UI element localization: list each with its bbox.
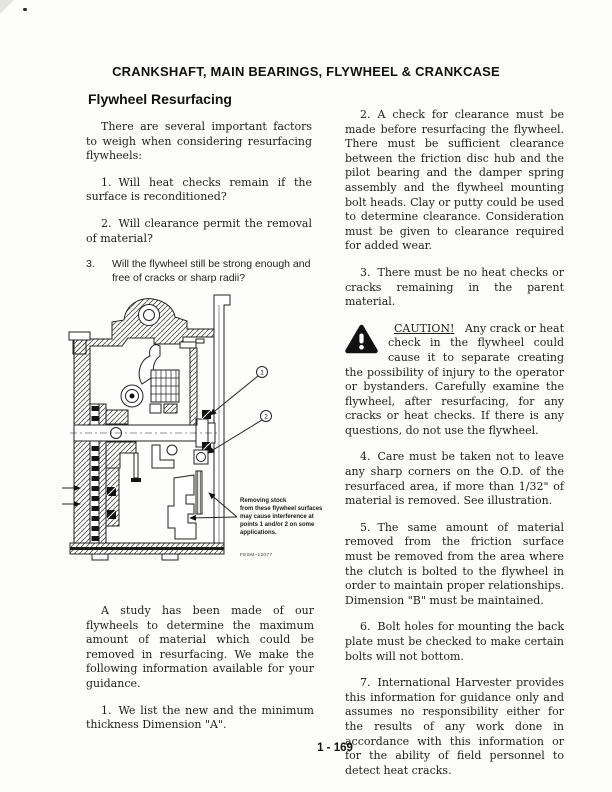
filler-plug xyxy=(69,332,90,340)
list-item xyxy=(86,217,312,246)
scan-artifact-dot xyxy=(23,8,27,11)
left-column-bottom xyxy=(86,604,314,745)
item-number: 1. xyxy=(101,703,112,717)
svg-text:points 1 and/or 2 on some: points 1 and/or 2 on some xyxy=(240,522,315,528)
item-text: International Harvester provides this information for guidance only and assumes no responsibility either for the results of any work done in accordance with this information or for the ability of field personnel to detect heat cracks. xyxy=(345,676,564,777)
list-item xyxy=(345,108,564,254)
right-column xyxy=(345,108,564,790)
item-number: 3. xyxy=(360,265,371,279)
clutch-assembly xyxy=(121,339,204,482)
page-number: 1 - 169 xyxy=(317,742,353,754)
item-text: Will heat checks remain if the surface is reconditioned? xyxy=(86,175,312,204)
list-item xyxy=(86,176,312,205)
item-text: A check for clearance must be made before resurfacing the flywheel. There must be sufficient clearance between the friction disc hub and the pilot bearing and the damper spring assembly and the flywheel mounting bolt heads. Clay or putty could be used to determine clearance. Consideration must be given to clearance required for added wear. xyxy=(345,108,564,253)
item-number: 1. xyxy=(101,175,112,189)
item-text: Will clearance permit the removal of material? xyxy=(86,216,312,245)
list-item xyxy=(345,676,564,778)
caution-triangle-icon xyxy=(345,324,378,354)
section-title: Flywheel Resurfacing xyxy=(88,91,232,107)
figure-code: FESM–12077 xyxy=(240,553,273,558)
caption-arrow xyxy=(190,517,237,518)
item-number: 7. xyxy=(360,676,371,690)
item-text: Will the flywheel still be strong enough and free of cracks or sharp radii? xyxy=(112,258,311,284)
page-header: CRANKSHAFT, MAIN BEARINGS, FLYWHEEL & CRANKCASE xyxy=(112,64,500,79)
cross-section-drawing xyxy=(56,292,331,580)
svg-text:may cause interference at: may cause interference at xyxy=(240,514,314,520)
svg-text:applications.: applications. xyxy=(240,530,277,536)
scan-artifact-corner xyxy=(0,0,14,14)
list-item xyxy=(345,266,564,310)
item-number: 2. xyxy=(360,108,371,121)
callout-2-label: 2 xyxy=(264,413,268,421)
item-number: 6. xyxy=(360,620,371,634)
caution-label: CAUTION! xyxy=(394,321,455,335)
item-text: Care must be taken not to leave any sharp corners on the O.D. of the resurfaced area, if more than 1/32" of material is removed. See illustration. xyxy=(345,450,564,508)
caution-text: Any crack or heat check in the flywheel could cause it to separate creating the possibility of injury to the operator or bystanders. Carefully examine the flywheel, after resurfacing, for any cracks or heat checks. If there is any questions, do not use the flywheel. xyxy=(345,321,564,437)
item-text: There must be no heat checks or cracks remaining in the parent material. xyxy=(345,265,564,309)
item-number: 4. xyxy=(360,450,371,464)
list-item xyxy=(345,450,564,508)
intro-paragraph: There are several important factors to weigh when considering resurfacing flywheels: xyxy=(86,120,312,163)
item-number: 3. xyxy=(86,258,95,271)
figure-caption xyxy=(240,498,323,536)
list-item xyxy=(345,521,564,609)
item-number: 5. xyxy=(360,520,371,534)
callout-1-label: 1 xyxy=(260,369,264,377)
left-column-top xyxy=(86,120,312,297)
svg-text:Removing stock: Removing stock xyxy=(240,498,287,504)
item-text: We list the new and the minimum thickness Dimension "A". xyxy=(86,703,314,732)
backplate xyxy=(214,295,230,543)
item-number: 2. xyxy=(101,216,112,230)
list-item xyxy=(86,704,314,733)
caution-block xyxy=(345,322,564,439)
item-text: Bolt holes for mounting the back plate must be checked to make certain bolts will not bottom. xyxy=(345,620,564,663)
figure-flywheel-cross-section xyxy=(56,292,331,580)
svg-text:from these flywheel surfaces: from these flywheel surfaces xyxy=(240,506,323,512)
item-text: The same amount of material removed from the friction surface must be removed from the area where the clutch is bolted to the flywheel in order to maintain proper relationships. Dimension "B" must be maintained. xyxy=(345,520,564,607)
flywheel xyxy=(168,471,202,539)
list-item xyxy=(86,258,312,285)
study-paragraph: A study has been made of our flywheels to determine the maximum amount of material which could be removed in resurfacing. We make the following information available for your guidance. xyxy=(86,604,314,690)
list-item xyxy=(345,620,564,664)
